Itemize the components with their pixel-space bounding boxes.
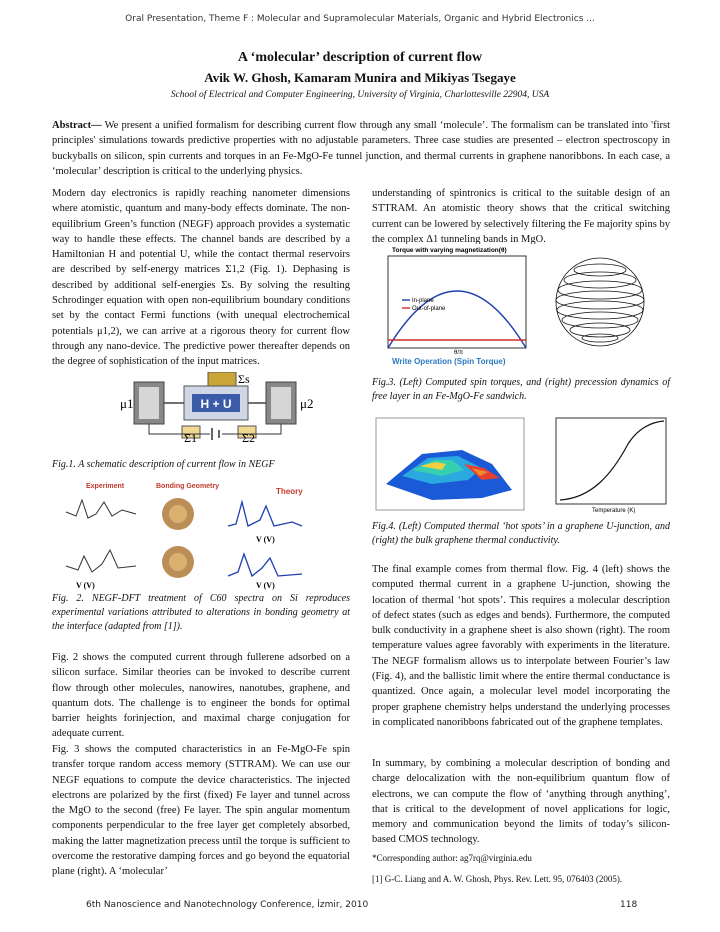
left-paragraph-3: Fig. 3 shows the computed characteristics in an Fe-MgO-Fe spin transfer torque random access memory (STTRAM). We can use our NEGF equations to compute the device characteristics. The injected electrons are polarized by the first (fixed) Fe layer and tunnel across the MgO to the second (free) Fe layer. The spin angular momentum components perpendicular to the free layer get completely absorbed, making the latter magnetization precess until the torque is sufficient to overcome the restorative damping forces and go beyond the equatorial plane (right). A ‘molecular’ <box>52 744 350 878</box>
label-sigma1: Σ1 <box>184 431 197 445</box>
label-sigma2: Σ2 <box>242 431 255 445</box>
c60-molecule-2-inner <box>169 553 187 571</box>
thermal-heatmap <box>386 450 512 500</box>
right-contact-inner <box>271 387 291 419</box>
fig4-caption: Fig.4. (Left) Computed thermal ‘hot spots’ in a graphene U-junction, and (right) the bulk graphene thermal conductivity. <box>372 521 670 546</box>
abstract-label: Abstract— <box>52 120 102 131</box>
conductivity-curve <box>560 421 664 500</box>
circuit-left <box>149 424 210 434</box>
affiliation: School of Electrical and Computer Engineering, University of Virginia, Charlottesville 22904, USA <box>170 90 550 100</box>
corresponding-author: *Corresponding author: ag7rq@virginia.edu <box>372 853 532 863</box>
fig3-title: Torque with varying magnetization(θ) <box>392 247 507 254</box>
fig2-xlabel-1: V (V) <box>256 535 275 544</box>
fig3-caption: Fig.3. (Left) Computed spin torques, and (right) precession dynamics of free layer in an Fe-MgO-Fe sandwich. <box>372 377 670 402</box>
label-sigma-s: Σs <box>238 372 250 386</box>
fig4-xlabel: Temperature (K) <box>592 508 636 514</box>
c60-molecule-1-inner <box>169 505 187 523</box>
right-paragraph-1: understanding of spintronics is critical to the suitable design of an STTRAM. An atomistic theory shows that the critical switching current can be lowered by selectively filtering the Fe majority spins by the complex Δ1 tunneling bands in MgO. <box>372 188 670 245</box>
left-contact-inner <box>139 387 159 419</box>
authors: Avik W. Ghosh, Kamaram Munira and Mikiyas Tsegaye <box>204 70 516 85</box>
abstract <box>52 118 670 180</box>
label-mu1: μ1 <box>120 396 134 411</box>
fig2-xlabel-2: V (V) <box>256 581 275 590</box>
fig4-figure <box>372 414 670 514</box>
fig3-plot-frame <box>388 256 526 348</box>
fig3-figure <box>372 244 670 366</box>
label-mu2: μ2 <box>300 396 314 411</box>
conference-header: Oral Presentation, Theme F : Molecular and Supramolecular Materials, Organic and Hybrid Electronics ... <box>125 14 595 24</box>
reference-1: [1] G-C. Liang and A. W. Ghosh, Phys. Rev. Lett. 95, 076403 (2005). <box>372 874 623 884</box>
write-operation-label: Write Operation (Spin Torque) <box>392 357 506 366</box>
legend-in-plane: In-plane <box>412 298 434 304</box>
fig2-caption: Fig. 2. NEGF-DFT treatment of C60 spectra on Si reproduces experimental variations attributed to alterations in bonding geometry at the interface (adapted from [1]). <box>52 593 350 632</box>
page-number: 118 <box>620 900 638 910</box>
fig2-experiment-label: Experiment <box>86 483 125 490</box>
right-paragraph-2: The final example comes from thermal flow. Fig. 4 (left) shows the computed thermal current in a graphene U-junction, showing the location of thermal ‘hot spots’. This requires a molecular description of defect states (such as edges and bends). Furthermore, the computed bulk conductivity in a graphene sheet is also shown (right). The room temperature values agree favorably with experiments in the literature. The NEGF formalism allows us to interpolate between Fourier’s law (Fig. 4), and the ballistic limit where the entire thermal conductance is quantized. Once again, a molecular level model incorporating the proper graphene chemistry helps understand the underlying processes in complicated nanoribbons fabricated out of the graphene templates. <box>372 564 670 728</box>
exp-curve-2 <box>66 550 136 572</box>
theory-curve-2 <box>228 554 302 576</box>
theory-curve-1 <box>228 502 302 526</box>
exp-curve-1 <box>66 500 136 518</box>
fig3-xlabel: θ/π <box>454 350 464 356</box>
precession-sphere <box>556 258 644 346</box>
left-paragraph-2: Fig. 2 shows the computed current through fullerene adsorbed on a silicon surface. Similar theories can be invoked to describe current flow through other molecules, nanowires, nanotubes, graphene, and quantum dots. The challenge is to engineer the bonds for optimal barrier heights forinjection, and maximal charge conjugation for adequate current. <box>52 652 350 740</box>
dephasing-box <box>208 372 236 386</box>
left-paragraph-1: Modern day electronics is rapidly reaching nanometer dimensions where atomistic, quantum and many-body effects dominate. The non-equilibrium Green’s function (NEGF) approach provides a systematic way to handle these effects. The channel bands are described by a Hamiltonian H and potential U, while the contact thermal reservoirs are described by self-energy matrices Σ1,2 (Fig. 1). Dephasing is described by additional self-energies Σs. By solving the resulting Schrodinger equation with open non-equilibrium boundary conditions set by the contact Fermi functions (with unequal electrochemical potentials μ1,2), we can arrive at a rigorous theory for current flow through any nano-device. The predictive power thereafter depends on the degree of sophistication of the input matrices. <box>52 188 350 368</box>
abstract-text: We present a unified formalism for describing current flow through any small ‘molecule’. The formalism can be translated into 'first principles' simulations towards predictive properties with no adjustable parameters. Three case studies are presented – electron spectroscopy in buckyballs on silicon, spin currents and torques in an Fe-MgO-Fe tunnel junction, and thermal currents in graphene nanoribbons. In each case, a ‘molecular’ description is critical to the underlying physics. <box>52 120 670 178</box>
fig1-caption: Fig.1. A schematic description of current flow in NEGF <box>52 459 275 470</box>
fig1-schematic <box>120 372 320 447</box>
fig2-figure <box>56 480 356 590</box>
fig2-bonding-label: Bonding Geometry <box>156 483 220 490</box>
right-paragraph-3: In summary, by combining a molecular description of bonding and charge delocalization with the non-equilibrium quantum flow of electrons, we can compute the flow of ‘anything through anything’, that is critical to the development of novel applications for logic, memory and communication beyond the limits of today’s silicon-based CMOS technology. <box>372 758 670 846</box>
paper-title: A ‘molecular’ description of current flow <box>237 50 483 65</box>
legend-out-of-plane: Out-of-plane <box>412 306 446 312</box>
fig2-xlabel-3: V (V) <box>76 581 95 590</box>
conductivity-frame <box>556 418 666 504</box>
footer-conference: 6th Nanoscience and Nanotechnology Conference, İzmir, 2010 <box>86 900 369 910</box>
fig2-theory-label: Theory <box>276 487 303 496</box>
label-hu: H + U <box>200 397 232 411</box>
